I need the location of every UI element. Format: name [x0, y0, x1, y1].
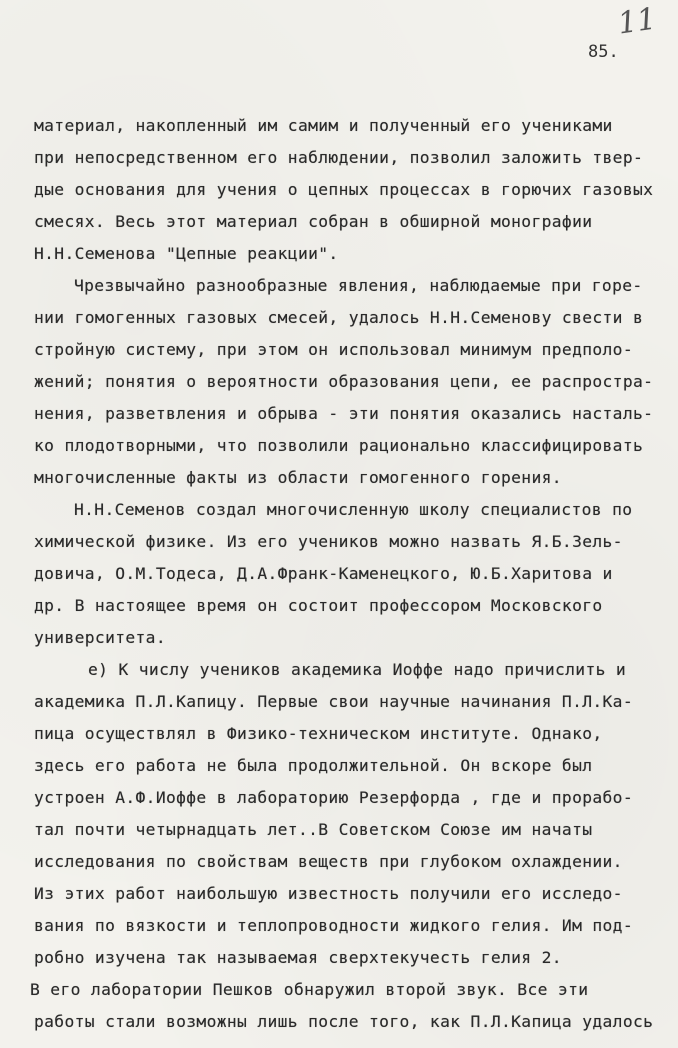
- text-line: исследования по свойствам веществ при глубоком охлаждении.: [34, 852, 623, 871]
- text-line: вания по вязкости и теплопроводности жидкого гелия. Им под-: [34, 916, 633, 935]
- text-line: Н.Н.Семенова "Цепные реакции".: [34, 244, 339, 263]
- text-line: смесях. Весь этот материал собран в обширной монографии: [34, 212, 593, 231]
- text-line: др. В настоящее время он состоит профессором Московского: [34, 596, 603, 615]
- text-line: университета.: [34, 628, 166, 647]
- text-line: ко плодотворными, что позволили рационально классифицировать: [34, 436, 644, 455]
- text-line: здесь его работа не была продолжительной. Он вскоре был: [34, 756, 593, 775]
- text-line: стройную систему, при этом он использовал минимум предполо-: [34, 340, 633, 359]
- page-number: 85.: [588, 42, 619, 62]
- text-line: В его лаборатории Пешков обнаружил второй звук. Все эти: [30, 980, 589, 999]
- text-line: нения, разветвления и обрыва - эти понятия оказались насталь-: [34, 404, 654, 423]
- text-line: е) К числу учеников академика Иоффе надо причислить и: [88, 660, 627, 679]
- text-line: довича, О.М.Тодеса, Д.А.Франк-Каменецкого, Ю.Б.Харитова и: [34, 564, 613, 583]
- text-line: тал почти четырнадцать лет..В Советском Союзе им начаты: [34, 820, 593, 839]
- text-line: устроен А.Ф.Иоффе в лабораторию Резерфорда , где и прорабо-: [34, 788, 633, 807]
- text-line: химической физике. Из его учеников можно назвать Я.Б.Зель-: [34, 532, 623, 551]
- text-line: академика П.Л.Капицу. Первые свои научные начинания П.Л.Ка-: [34, 692, 633, 711]
- text-line: пица осуществлял в Физико-техническом институте. Однако,: [34, 724, 603, 743]
- text-line: робно изучена так называемая сверхтекучесть гелия 2.: [34, 948, 562, 967]
- text-line: дые основания для учения о цепных процессах в горючих газовых: [34, 180, 654, 199]
- handwritten-folio-mark: 11: [615, 1, 659, 42]
- text-line: Н.Н.Семенов создал многочисленную школу специалистов по: [74, 500, 633, 519]
- text-line: при непосредственном его наблюдении, позволил заложить твер-: [34, 148, 644, 167]
- text-line: материал, накопленный им самим и полученный его учениками: [34, 116, 613, 135]
- text-line: Из этих работ наибольшую известность получили его исследо-: [34, 884, 623, 903]
- text-line: Чрезвычайно разнообразные явления, наблюдаемые при горе-: [74, 276, 643, 295]
- text-line: нии гомогенных газовых смесей, удалось Н.Н.Семенову свести в: [34, 308, 644, 327]
- text-line: работы стали возможны лишь после того, как П.Л.Капица удалось: [34, 1012, 654, 1031]
- text-line: многочисленные факты из области гомогенного горения.: [34, 468, 562, 487]
- text-line: жений; понятия о вероятности образования цепи, ее распростра-: [34, 372, 654, 391]
